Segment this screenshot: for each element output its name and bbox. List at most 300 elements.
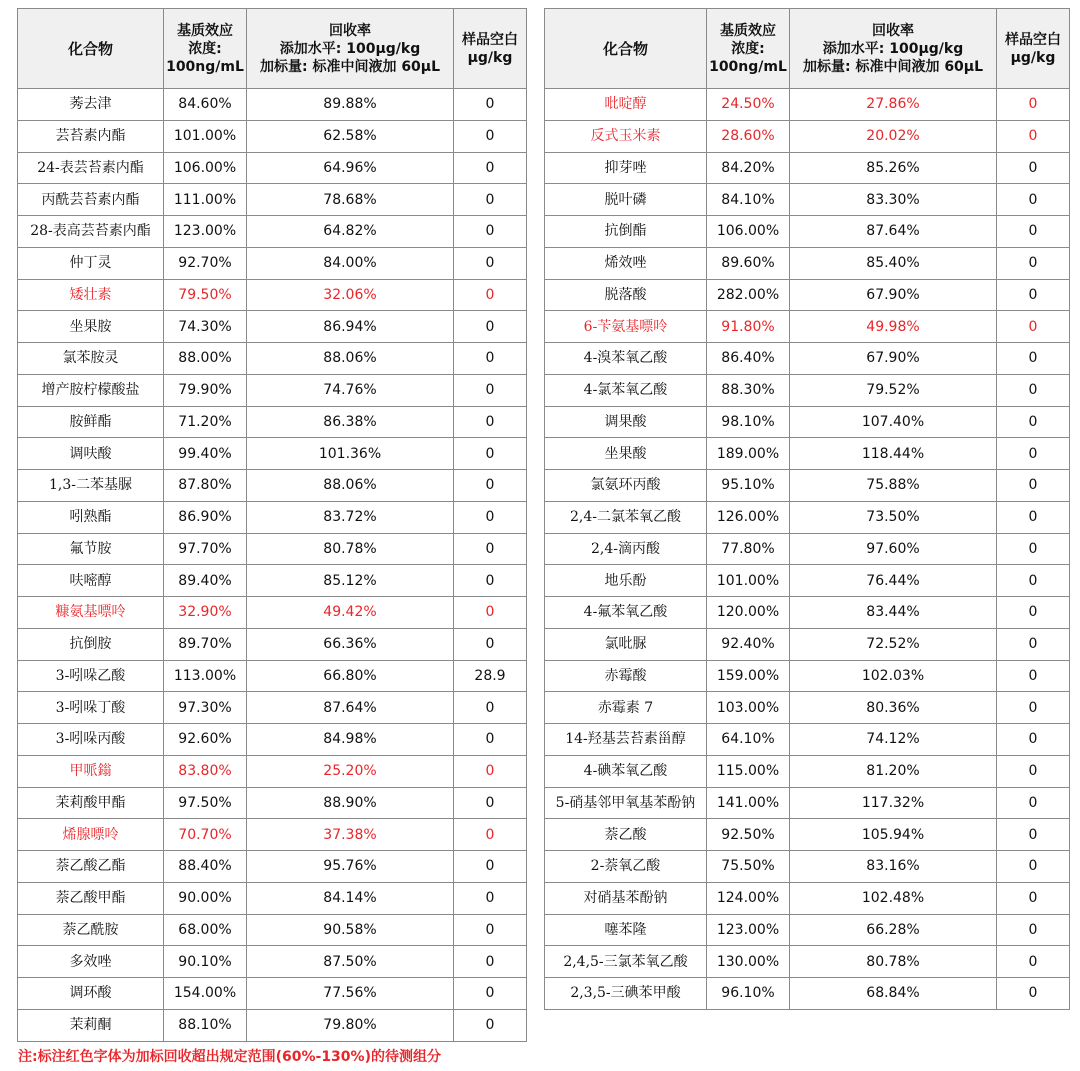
recovery-cell: 118.44% (790, 438, 997, 470)
blank-cell: 0 (997, 438, 1070, 470)
blank-cell: 0 (454, 343, 527, 375)
blank-cell: 0 (997, 533, 1070, 565)
compound-cell: 呋嘧醇 (18, 565, 164, 597)
blank-cell: 0 (997, 374, 1070, 406)
compound-cell: 脱叶磷 (545, 184, 707, 216)
matrix-effect-cell: 79.50% (164, 279, 247, 311)
matrix-effect-cell: 24.50% (707, 89, 790, 121)
table-body-right (545, 89, 1070, 1010)
matrix-effect-cell: 28.60% (707, 120, 790, 152)
recovery-cell: 87.64% (790, 216, 997, 248)
recovery-cell: 105.94% (790, 819, 997, 851)
compound-cell: 2-萘氧乙酸 (545, 851, 707, 883)
compound-cell: 地乐酚 (545, 565, 707, 597)
table-row (545, 851, 1070, 883)
matrix-effect-cell: 97.30% (164, 692, 247, 724)
header-row (18, 9, 527, 89)
blank-cell: 0 (997, 946, 1070, 978)
table-row (18, 787, 527, 819)
recovery-cell: 81.20% (790, 755, 997, 787)
recovery-cell: 87.50% (247, 946, 454, 978)
compound-cell: 4-碘苯氧乙酸 (545, 755, 707, 787)
table-row (18, 914, 527, 946)
recovery-cell: 37.38% (247, 819, 454, 851)
matrix-effect-cell: 106.00% (707, 216, 790, 248)
compound-cell: 28-表高芸苔素内酯 (18, 216, 164, 248)
recovery-cell: 83.72% (247, 501, 454, 533)
matrix-effect-cell: 159.00% (707, 660, 790, 692)
blank-cell: 0 (454, 724, 527, 756)
compound-cell: 甲哌鎓 (18, 755, 164, 787)
blank-cell: 0 (997, 724, 1070, 756)
matrix-effect-cell: 88.40% (164, 851, 247, 883)
table-row (18, 470, 527, 502)
blank-cell: 0 (454, 152, 527, 184)
matrix-effect-cell: 120.00% (707, 597, 790, 629)
blank-cell: 0 (997, 279, 1070, 311)
matrix-effect-cell: 88.30% (707, 374, 790, 406)
table-row (545, 120, 1070, 152)
matrix-effect-cell: 86.40% (707, 343, 790, 375)
matrix-effect-cell: 111.00% (164, 184, 247, 216)
matrix-effect-header: 基质效应 浓度: 100ng/mL (164, 9, 247, 89)
blank-cell: 0 (997, 882, 1070, 914)
matrix-effect-cell: 282.00% (707, 279, 790, 311)
recovery-cell: 67.90% (790, 279, 997, 311)
matrix-effect-cell: 95.10% (707, 470, 790, 502)
blank-cell: 0 (997, 184, 1070, 216)
compound-cell: 胺鲜酯 (18, 406, 164, 438)
recovery-cell: 20.02% (790, 120, 997, 152)
recovery-cell: 85.12% (247, 565, 454, 597)
table-row (545, 787, 1070, 819)
recovery-cell: 85.26% (790, 152, 997, 184)
blank-cell: 0 (997, 914, 1070, 946)
blank-cell: 0 (454, 406, 527, 438)
results-table-left (17, 8, 527, 1042)
table-row (545, 597, 1070, 629)
table-body-left (18, 89, 527, 1042)
blank-cell: 0 (997, 978, 1070, 1010)
compound-cell: 14-羟基芸苔素甾醇 (545, 724, 707, 756)
compound-header: 化合物 (545, 9, 707, 89)
recovery-cell: 75.88% (790, 470, 997, 502)
matrix-effect-cell: 70.70% (164, 819, 247, 851)
recovery-cell: 67.90% (790, 343, 997, 375)
matrix-effect-cell: 98.10% (707, 406, 790, 438)
recovery-cell: 89.88% (247, 89, 454, 121)
blank-cell: 0 (997, 851, 1070, 883)
matrix-effect-cell: 97.70% (164, 533, 247, 565)
table-row (18, 406, 527, 438)
compound-cell: 调果酸 (545, 406, 707, 438)
table-row (545, 533, 1070, 565)
blank-cell: 0 (997, 152, 1070, 184)
blank-cell: 0 (997, 565, 1070, 597)
blank-cell: 0 (454, 597, 527, 629)
matrix-effect-cell: 32.90% (164, 597, 247, 629)
compound-cell: 脱落酸 (545, 279, 707, 311)
compound-cell: 萘乙酸甲酯 (18, 882, 164, 914)
table-row (18, 946, 527, 978)
footnote: 注:标注红色字体为加标回收超出规定范围(60%-130%)的待测组分 (18, 1049, 441, 1065)
matrix-effect-cell: 115.00% (707, 755, 790, 787)
matrix-effect-cell: 101.00% (707, 565, 790, 597)
compound-cell: 氯吡脲 (545, 628, 707, 660)
matrix-effect-cell: 64.10% (707, 724, 790, 756)
matrix-effect-cell: 141.00% (707, 787, 790, 819)
table-row (545, 184, 1070, 216)
recovery-cell: 62.58% (247, 120, 454, 152)
blank-cell: 0 (454, 247, 527, 279)
blank-cell: 0 (997, 755, 1070, 787)
blank-cell: 0 (997, 89, 1070, 121)
table-row (18, 755, 527, 787)
blank-cell: 0 (454, 787, 527, 819)
matrix-effect-cell: 154.00% (164, 978, 247, 1010)
blank-cell: 0 (454, 692, 527, 724)
blank-cell: 0 (997, 470, 1070, 502)
recovery-cell: 84.14% (247, 882, 454, 914)
recovery-cell: 79.52% (790, 374, 997, 406)
table-row (18, 851, 527, 883)
blank-cell: 0 (454, 882, 527, 914)
compound-cell: 芸苔素内酯 (18, 120, 164, 152)
table-row (545, 914, 1070, 946)
compound-cell: 烯腺嘌呤 (18, 819, 164, 851)
matrix-effect-cell: 89.70% (164, 628, 247, 660)
compound-cell: 多效唑 (18, 946, 164, 978)
compound-cell: 矮壮素 (18, 279, 164, 311)
table-row (545, 216, 1070, 248)
table-row (18, 533, 527, 565)
table-row (545, 89, 1070, 121)
compound-cell: 抗倒酯 (545, 216, 707, 248)
blank-cell: 0 (454, 470, 527, 502)
recovery-cell: 79.80% (247, 1009, 454, 1041)
table-row (545, 946, 1070, 978)
recovery-cell: 74.12% (790, 724, 997, 756)
blank-cell: 28.9 (454, 660, 527, 692)
matrix-effect-cell: 92.60% (164, 724, 247, 756)
table-row (18, 628, 527, 660)
compound-header: 化合物 (18, 9, 164, 89)
recovery-cell: 73.50% (790, 501, 997, 533)
recovery-cell: 86.38% (247, 406, 454, 438)
recovery-cell: 102.03% (790, 660, 997, 692)
compound-cell: 茉莉酸甲酯 (18, 787, 164, 819)
matrix-effect-cell: 89.60% (707, 247, 790, 279)
blank-cell: 0 (454, 279, 527, 311)
table-row (18, 660, 527, 692)
blank-cell: 0 (997, 597, 1070, 629)
recovery-cell: 64.96% (247, 152, 454, 184)
table-row (545, 628, 1070, 660)
matrix-effect-cell: 77.80% (707, 533, 790, 565)
matrix-effect-cell: 79.90% (164, 374, 247, 406)
matrix-effect-cell: 189.00% (707, 438, 790, 470)
table-row (18, 120, 527, 152)
compound-cell: 4-氟苯氧乙酸 (545, 597, 707, 629)
matrix-effect-cell: 75.50% (707, 851, 790, 883)
matrix-effect-cell: 123.00% (164, 216, 247, 248)
blank-cell: 0 (454, 184, 527, 216)
table-row (545, 755, 1070, 787)
blank-cell: 0 (997, 628, 1070, 660)
compound-cell: 仲丁灵 (18, 247, 164, 279)
recovery-cell: 88.06% (247, 470, 454, 502)
compound-cell: 茉莉酮 (18, 1009, 164, 1041)
blank-cell: 0 (997, 120, 1070, 152)
blank-cell: 0 (454, 374, 527, 406)
table-row (18, 882, 527, 914)
recovery-cell: 84.98% (247, 724, 454, 756)
blank-cell: 0 (454, 216, 527, 248)
recovery-cell: 76.44% (790, 565, 997, 597)
blank-cell: 0 (454, 819, 527, 851)
results-table-right (544, 8, 1070, 1010)
recovery-cell: 85.40% (790, 247, 997, 279)
table-row (18, 819, 527, 851)
blank-header: 样品空白 μg/kg (997, 9, 1070, 89)
compound-cell: 赤霉酸 (545, 660, 707, 692)
table-row (18, 978, 527, 1010)
matrix-effect-cell: 86.90% (164, 501, 247, 533)
recovery-cell: 83.30% (790, 184, 997, 216)
compound-cell: 增产胺柠檬酸盐 (18, 374, 164, 406)
compound-cell: 莠去津 (18, 89, 164, 121)
matrix-effect-cell: 84.20% (707, 152, 790, 184)
recovery-cell: 117.32% (790, 787, 997, 819)
blank-header: 样品空白 μg/kg (454, 9, 527, 89)
table-row (18, 692, 527, 724)
table-row (545, 279, 1070, 311)
recovery-cell: 102.48% (790, 882, 997, 914)
recovery-cell: 77.56% (247, 978, 454, 1010)
compound-cell: 萘乙酸乙酯 (18, 851, 164, 883)
table-row (545, 406, 1070, 438)
compound-cell: 反式玉米素 (545, 120, 707, 152)
table-row (18, 565, 527, 597)
compound-cell: 5-硝基邻甲氧基苯酚钠 (545, 787, 707, 819)
table-row (18, 311, 527, 343)
recovery-cell: 72.52% (790, 628, 997, 660)
recovery-cell: 88.06% (247, 343, 454, 375)
matrix-effect-cell: 88.00% (164, 343, 247, 375)
table-row (18, 279, 527, 311)
blank-cell: 0 (454, 501, 527, 533)
compound-cell: 6-苄氨基嘌呤 (545, 311, 707, 343)
blank-cell: 0 (997, 343, 1070, 375)
recovery-cell: 80.78% (247, 533, 454, 565)
compound-cell: 坐果胺 (18, 311, 164, 343)
table-row (18, 247, 527, 279)
recovery-cell: 88.90% (247, 787, 454, 819)
recovery-cell: 87.64% (247, 692, 454, 724)
compound-cell: 烯效唑 (545, 247, 707, 279)
table-row (545, 501, 1070, 533)
matrix-effect-cell: 74.30% (164, 311, 247, 343)
recovery-cell: 84.00% (247, 247, 454, 279)
blank-cell: 0 (997, 501, 1070, 533)
matrix-effect-cell: 84.10% (707, 184, 790, 216)
table-row (545, 343, 1070, 375)
blank-cell: 0 (454, 533, 527, 565)
recovery-cell: 64.82% (247, 216, 454, 248)
table-row (545, 978, 1070, 1010)
table-row (545, 819, 1070, 851)
blank-cell: 0 (454, 851, 527, 883)
blank-cell: 0 (454, 89, 527, 121)
table-row (18, 724, 527, 756)
matrix-effect-cell: 83.80% (164, 755, 247, 787)
table-row (18, 597, 527, 629)
blank-cell: 0 (454, 311, 527, 343)
matrix-effect-cell: 99.40% (164, 438, 247, 470)
table-row (18, 374, 527, 406)
table-row (545, 724, 1070, 756)
blank-cell: 0 (454, 438, 527, 470)
table-row (18, 89, 527, 121)
blank-cell: 0 (454, 565, 527, 597)
recovery-cell: 49.98% (790, 311, 997, 343)
table-row (545, 438, 1070, 470)
table-row (545, 692, 1070, 724)
table-row (18, 343, 527, 375)
table-row (18, 216, 527, 248)
table-row (18, 438, 527, 470)
matrix-effect-cell: 90.00% (164, 882, 247, 914)
matrix-effect-cell: 84.60% (164, 89, 247, 121)
table-row (18, 184, 527, 216)
recovery-cell: 68.84% (790, 978, 997, 1010)
matrix-effect-cell: 96.10% (707, 978, 790, 1010)
recovery-cell: 32.06% (247, 279, 454, 311)
compound-cell: 坐果酸 (545, 438, 707, 470)
table-row (545, 374, 1070, 406)
blank-cell: 0 (997, 406, 1070, 438)
matrix-effect-cell: 124.00% (707, 882, 790, 914)
compound-cell: 糠氨基嘌呤 (18, 597, 164, 629)
compound-cell: 氯氨环丙酸 (545, 470, 707, 502)
matrix-effect-cell: 101.00% (164, 120, 247, 152)
compound-cell: 2,4-二氯苯氧乙酸 (545, 501, 707, 533)
matrix-effect-cell: 113.00% (164, 660, 247, 692)
compound-cell: 氟节胺 (18, 533, 164, 565)
compound-cell: 对硝基苯酚钠 (545, 882, 707, 914)
matrix-effect-cell: 130.00% (707, 946, 790, 978)
compound-cell: 赤霉素 7 (545, 692, 707, 724)
matrix-effect-cell: 103.00% (707, 692, 790, 724)
compound-cell: 吡啶醇 (545, 89, 707, 121)
matrix-effect-cell: 68.00% (164, 914, 247, 946)
recovery-cell: 86.94% (247, 311, 454, 343)
compound-cell: 4-溴苯氧乙酸 (545, 343, 707, 375)
compound-cell: 噻苯隆 (545, 914, 707, 946)
compound-cell: 1,3-二苯基脲 (18, 470, 164, 502)
matrix-effect-cell: 92.50% (707, 819, 790, 851)
recovery-cell: 74.76% (247, 374, 454, 406)
blank-cell: 0 (997, 216, 1070, 248)
header-row (545, 9, 1070, 89)
recovery-cell: 107.40% (790, 406, 997, 438)
table-row (18, 501, 527, 533)
compound-cell: 24-表芸苔素内酯 (18, 152, 164, 184)
matrix-effect-cell: 89.40% (164, 565, 247, 597)
compound-cell: 3-吲哚乙酸 (18, 660, 164, 692)
compound-cell: 调环酸 (18, 978, 164, 1010)
table-row (18, 152, 527, 184)
blank-cell: 0 (997, 247, 1070, 279)
compound-cell: 2,3,5-三碘苯甲酸 (545, 978, 707, 1010)
recovery-cell: 66.36% (247, 628, 454, 660)
recovery-cell: 49.42% (247, 597, 454, 629)
blank-cell: 0 (997, 311, 1070, 343)
table-row (545, 882, 1070, 914)
recovery-cell: 83.44% (790, 597, 997, 629)
recovery-header: 回收率 添加水平: 100μg/kg 加标量: 标准中间液加 60μL (790, 9, 997, 89)
table-row (18, 1009, 527, 1041)
matrix-effect-cell: 123.00% (707, 914, 790, 946)
blank-cell: 0 (454, 628, 527, 660)
matrix-effect-cell: 92.70% (164, 247, 247, 279)
matrix-effect-cell: 106.00% (164, 152, 247, 184)
matrix-effect-cell: 91.80% (707, 311, 790, 343)
table-row (545, 247, 1070, 279)
recovery-cell: 80.36% (790, 692, 997, 724)
compound-cell: 吲熟酯 (18, 501, 164, 533)
compound-cell: 萘乙酰胺 (18, 914, 164, 946)
blank-cell: 0 (997, 692, 1070, 724)
blank-cell: 0 (454, 120, 527, 152)
matrix-effect-cell: 90.10% (164, 946, 247, 978)
blank-cell: 0 (997, 819, 1070, 851)
compound-cell: 3-吲哚丙酸 (18, 724, 164, 756)
recovery-cell: 78.68% (247, 184, 454, 216)
matrix-effect-cell: 92.40% (707, 628, 790, 660)
blank-cell: 0 (997, 660, 1070, 692)
recovery-cell: 90.58% (247, 914, 454, 946)
matrix-effect-cell: 88.10% (164, 1009, 247, 1041)
compound-cell: 2,4-滴丙酸 (545, 533, 707, 565)
blank-cell: 0 (454, 914, 527, 946)
compound-cell: 萘乙酸 (545, 819, 707, 851)
table-row (545, 311, 1070, 343)
recovery-cell: 83.16% (790, 851, 997, 883)
blank-cell: 0 (997, 787, 1070, 819)
recovery-cell: 27.86% (790, 89, 997, 121)
table-row (545, 152, 1070, 184)
recovery-cell: 25.20% (247, 755, 454, 787)
blank-cell: 0 (454, 1009, 527, 1041)
recovery-cell: 66.80% (247, 660, 454, 692)
table-row (545, 565, 1070, 597)
blank-cell: 0 (454, 978, 527, 1010)
recovery-header: 回收率 添加水平: 100μg/kg 加标量: 标准中间液加 60μL (247, 9, 454, 89)
recovery-cell: 95.76% (247, 851, 454, 883)
blank-cell: 0 (454, 946, 527, 978)
matrix-effect-cell: 71.20% (164, 406, 247, 438)
compound-cell: 氯苯胺灵 (18, 343, 164, 375)
compound-cell: 3-吲哚丁酸 (18, 692, 164, 724)
blank-cell: 0 (454, 755, 527, 787)
compound-cell: 2,4,5-三氯苯氧乙酸 (545, 946, 707, 978)
recovery-cell: 80.78% (790, 946, 997, 978)
compound-cell: 调呋酸 (18, 438, 164, 470)
table-row (545, 660, 1070, 692)
compound-cell: 抗倒胺 (18, 628, 164, 660)
matrix-effect-cell: 126.00% (707, 501, 790, 533)
